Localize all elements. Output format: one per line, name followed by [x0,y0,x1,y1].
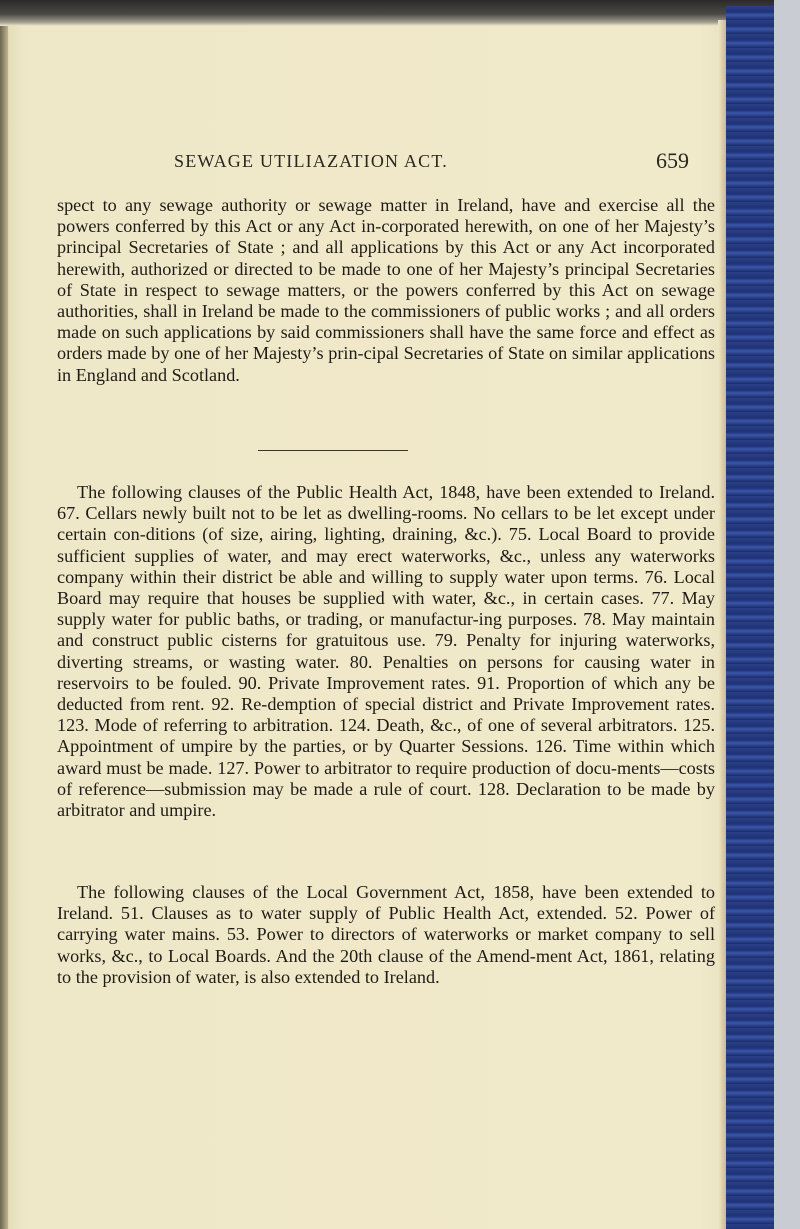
page-top-edge [0,0,780,26]
page-left-shadow [0,20,8,1229]
section-divider [258,450,408,451]
paragraph-2: The following clauses of the Public Health Act, 1848, have been extended to Ireland. 67. Cellars newly built not to be let as dwelling-rooms. No cellars to be let except under certain con-ditions (of size, airing, lighting, draining, &c.). 75. Local Board to provide sufficient supplies of water, and may erect waterworks, &c., unless any waterworks company within their district be able and willing to supply water upon terms. 76. Local Board may require that houses be supplied with water, &c., in certain cases. 77. May supply water for public baths, or trading, or manufactur-ing purposes. 78. May maintain and construct public cisterns for gratuitous use. 79. Penalty for injuring waterworks, diverting streams, or wasting water. 80. Penalties on persons for causing water in reservoirs to be fouled. 90. Private Improvement rates. 91. Proportion of which any be deducted from rent. 92. Re-demption of special district and Private Improvement rates. 123. Mode of referring to arbitration. 124. Death, &c., of one of several arbitrators. 125. Appointment of umpire by the parties, or by Quarter Sessions. 126. Time within which award must be made. 127. Power to arbitrator to require production of docu-ments—costs of reference—submission may be made a rule of court. 128. Declaration to be made by arbitrator and umpire. [57,482,715,821]
scan-background [774,0,800,1229]
running-title: SEWAGE UTILIAZATION ACT. [174,151,448,171]
running-header [0,148,720,175]
book-binding [726,6,774,1229]
paragraph-1: spect to any sewage authority or sewage matter in Ireland, have and exercise all the powers conferred by this Act or any Act in-corporated herewith, on one of her Majesty’s principal Secretaries of State ; and all applications by this Act or any Act incorporated herewith, authorized or directed to be made to one of her Majesty’s principal Secretaries of State in respect to sewage matters, or the powers conferred by this Act on sewage authorities, shall in Ireland be made to the commissioners of public works ; and all orders made on such applications by said commissioners shall have the same force and effect as orders made by one of her Majesty’s prin-cipal Secretaries of State on similar applications in England and Scotland. [57,195,715,385]
page-number: 659 [656,148,689,173]
paragraph-3: The following clauses of the Local Government Act, 1858, have been extended to Ireland. 51. Clauses as to water supply of Public Health Act, extended. 52. Power of carrying water mains. 53. Power to directors of waterworks or market company to sell works, &c., to Local Boards. And the 20th clause of the Amend-ment Act, 1861, relating to the provision of water, is also extended to Ireland. [57,882,715,987]
